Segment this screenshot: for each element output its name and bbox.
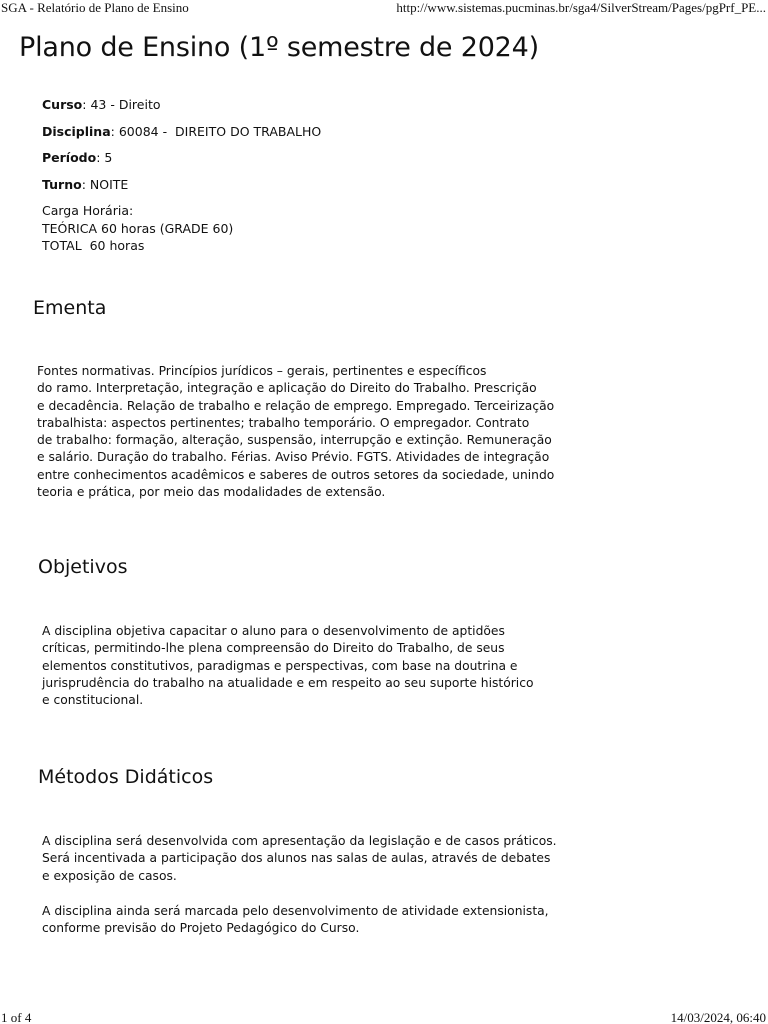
objetivos-line: elementos constitutivos, paradigmas e perspectivas, com base na doutrina e: [42, 658, 518, 673]
ementa-line: e salário. Duração do trabalho. Férias. Aviso Prévio. FGTS. Atividades de integração: [37, 450, 550, 465]
ementa-line: Fontes normativas. Princípios jurídicos – gerais, pertinentes e específicos: [37, 364, 487, 378]
colon: :: [110, 123, 119, 139]
curso-label: Curso: [42, 97, 83, 112]
print-header-title: SGA - Relatório de Plano de Ensino: [1, 0, 189, 15]
objetivos-heading: Objetivos: [38, 556, 128, 578]
disciplina-value: 60084 - DIREITO DO TRABALHO: [118, 123, 322, 139]
periodo-label: Período: [42, 150, 97, 165]
objetivos-line: A disciplina objetiva capacitar o aluno para o desenvolvimento de aptidões: [42, 624, 505, 638]
page-title: Plano de Ensino (1º semestre de 2024): [19, 32, 539, 63]
course-info: [42, 96, 321, 255]
metodos-line: A disciplina será desenvolvida com apresentação da legislação e de casos práticos.: [42, 834, 557, 848]
disciplina-label: Disciplina: [42, 123, 111, 139]
ementa-line: entre conhecimentos acadêmicos e saberes de outros setores da sociedade, unindo: [37, 467, 555, 482]
metodos-line: A disciplina ainda será marcada pelo desenvolvimento de atividade extensionista,: [42, 904, 549, 918]
objetivos-line: e constitucional.: [42, 693, 144, 708]
ementa-line: teoria e prática, por meio das modalidades de extensão.: [37, 485, 386, 500]
ementa-heading: Ementa: [33, 297, 107, 319]
print-header: [0, 0, 768, 16]
print-header-url: http://www.sistemas.pucminas.br/sga4/SilverStream/Pages/pgPrf_PE...: [396, 0, 766, 15]
ementa-line: trabalhista: aspectos pertinentes; trabalho temporário. O empregador. Contrato: [37, 415, 530, 430]
carga-horaria-block: [42, 202, 321, 255]
periodo-value: 5: [104, 150, 113, 165]
carga-label: Carga Horária: [42, 203, 129, 218]
disciplina-row: [42, 123, 321, 140]
turno-label: Turno: [42, 176, 82, 192]
objetivos-text: [42, 623, 534, 709]
objetivos-line: jurisprudência do trabalho na atualidade e em respeito ao seu suporte histórico: [42, 675, 534, 690]
metodos-paragraph-1: [42, 833, 557, 885]
colon: :: [81, 176, 90, 192]
colon: :: [129, 203, 134, 218]
metodos-line: e exposição de casos.: [42, 868, 177, 883]
colon: :: [96, 150, 105, 165]
ementa-line: de trabalho: formação, alteração, suspensão, interrupção e extinção. Remuneração: [37, 433, 552, 448]
metodos-heading: Métodos Didáticos: [38, 766, 214, 788]
print-footer: [0, 1010, 768, 1024]
metodos-line: conforme previsão do Projeto Pedagógico do Curso.: [42, 921, 360, 936]
print-page-number: 1 of 4: [1, 1010, 32, 1024]
objetivos-line: críticas, permitindo-lhe plena compreensão do Direito do Trabalho, de seus: [42, 641, 505, 656]
carga-total: TOTAL 60 horas: [42, 238, 145, 253]
ementa-line: do ramo. Interpretação, integração e aplicação do Direito do Trabalho. Prescrição: [37, 381, 537, 396]
turno-value: NOITE: [89, 176, 129, 192]
periodo-row: [42, 149, 321, 166]
metodos-line: Será incentivada a participação dos alunos nas salas de aulas, através de debates: [42, 851, 551, 866]
curso-row: [42, 96, 321, 113]
carga-teorica: TEÓRICA 60 horas (GRADE 60): [42, 220, 234, 236]
metodos-paragraph-2: [42, 903, 549, 938]
ementa-line: e decadência. Relação de trabalho e relação de emprego. Empregado. Terceirização: [37, 398, 555, 413]
curso-value: 43 - Direito: [90, 97, 161, 112]
turno-row: [42, 176, 321, 193]
ementa-text: [37, 363, 554, 501]
print-datetime: 14/03/2024, 06:40: [670, 1010, 766, 1024]
colon: :: [82, 97, 91, 112]
